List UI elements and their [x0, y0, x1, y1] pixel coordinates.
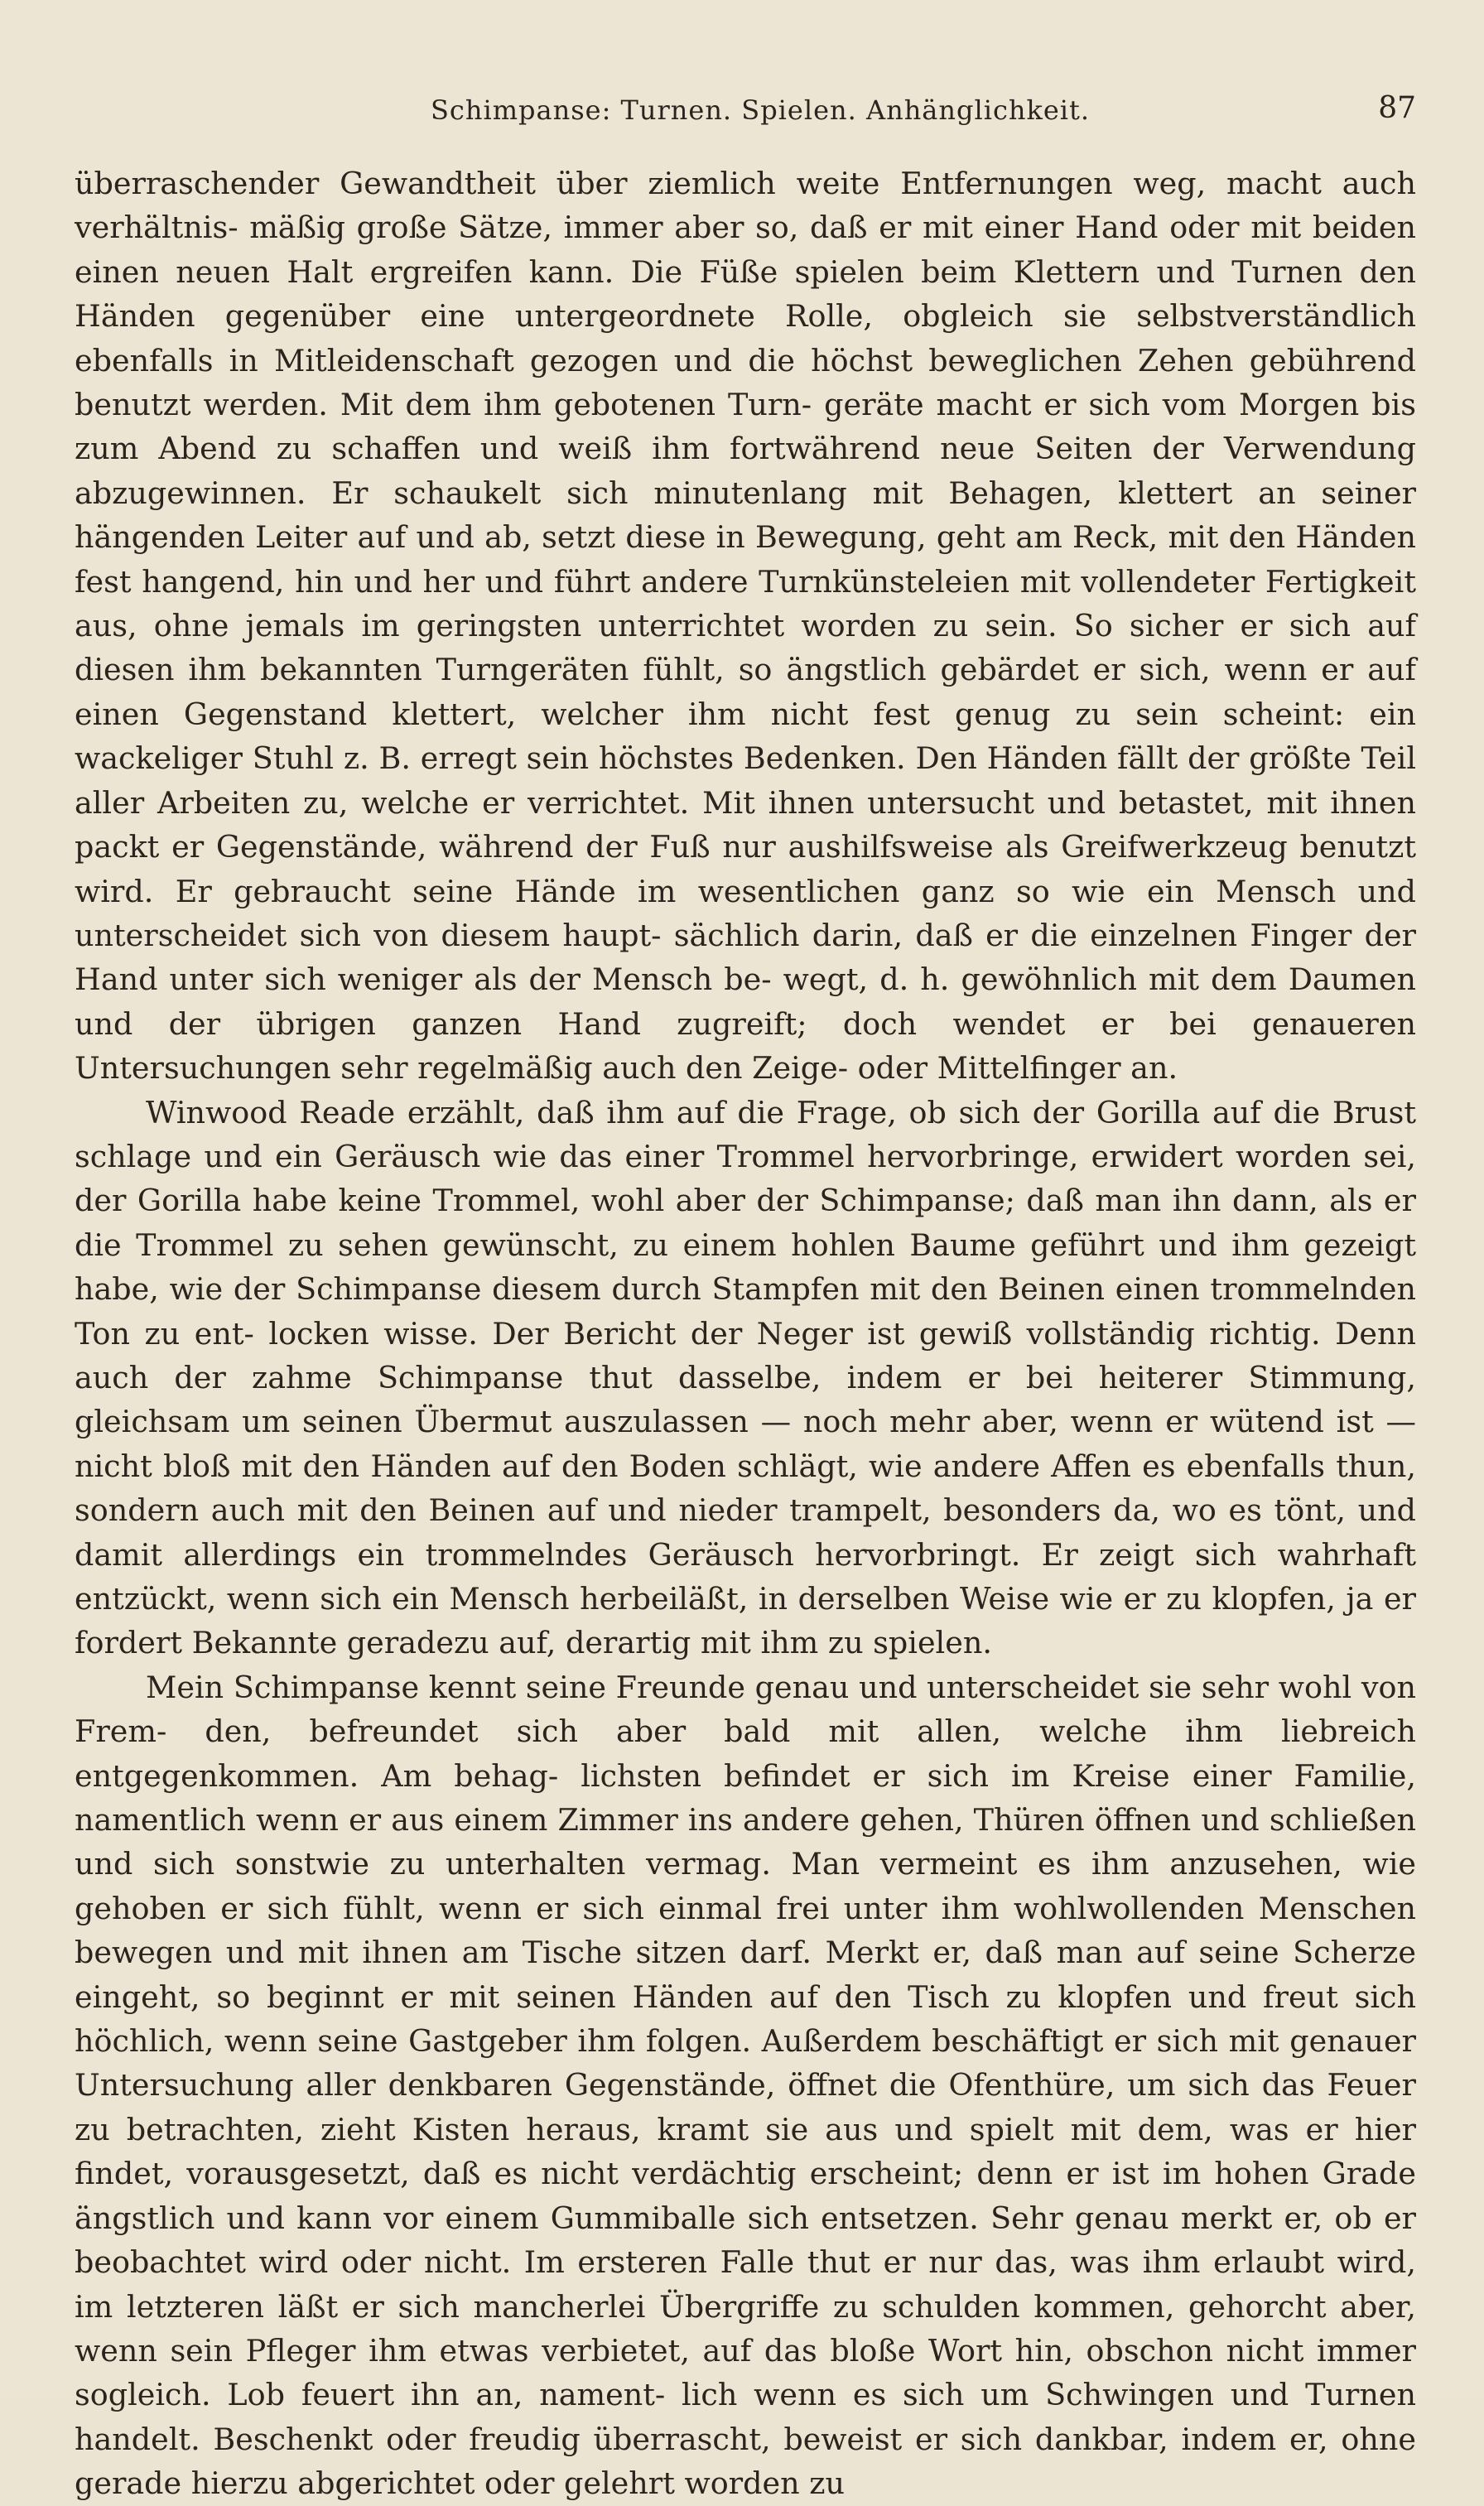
paragraph-1: überraschender Gewandtheit über ziemlich weite Entfernungen weg, macht auch verhältnis- mäßig große Sätze, immer aber so, daß er mit einer Hand oder mit beiden einen neuen Halt ergreifen kann. Die Füße spielen beim Klettern und Turnen den Händen gegenüber eine untergeordnete Rolle, obgleich sie selbstverständlich ebenfalls in Mitleidenschaft gezogen und die höchst beweglichen Zehen gebührend benutzt werden. Mit dem ihm gebotenen Turn- geräte macht er sich vom Morgen bis zum Abend zu schaffen und weiß ihm fortwährend neue Seiten der Verwendung abzugewinnen. Er schaukelt sich minutenlang mit Behagen, klettert an seiner hängenden Leiter auf und ab, setzt diese in Bewegung, geht am Reck, mit den Händen fest hangend, hin und her und führt andere Turnkünsteleien mit vollendeter Fertigkeit aus, ohne jemals im geringsten unterrichtet worden zu sein. So sicher er sich auf diesen ihm bekannten Turngeräten fühlt, so ängstlich gebärdet er sich, wenn er auf einen Gegenstand klettert, welcher ihm nicht fest genug zu sein scheint: ein wackeliger Stuhl z. B. erregt sein höchstes Bedenken. Den Händen fällt der größte Teil aller Arbeiten zu, welche er verrichtet. Mit ihnen untersucht und betastet, mit ihnen packt er Gegenstände, während der Fuß nur aushilfsweise als Greifwerkzeug benutzt wird. Er gebraucht seine Hände im wesentlichen ganz so wie ein Mensch und unterscheidet sich von diesem haupt- sächlich darin, daß er die einzelnen Finger der Hand unter sich weniger als der Mensch be- wegt, d. h. gewöhnlich mit dem Daumen und der übrigen ganzen Hand zugreift; doch wendet er bei genaueren Untersuchungen sehr regelmäßig auch den Zeige- oder Mittelfinger an. — [75, 166, 1416, 1087]
body-text — [75, 161, 1416, 2506]
paragraph-3: Mein Schimpanse kennt seine Freunde genau und unterscheidet sie sehr wohl von Frem- den, befreundet sich aber bald mit allen, welche ihm liebreich entgegenkommen. Am behag- lichsten befindet er sich im Kreise einer Familie, namentlich wenn er aus einem Zimmer ins andere gehen, Thüren öffnen und schließen und sich sonstwie zu unterhalten vermag. Man vermeint es ihm anzusehen, wie gehoben er sich fühlt, wenn er sich einmal frei unter ihm wohlwollenden Menschen bewegen und mit ihnen am Tische sitzen darf. Merkt er, daß man auf seine Scherze eingeht, so beginnt er mit seinen Händen auf den Tisch zu klopfen und freut sich höchlich, wenn seine Gastgeber ihm folgen. Außerdem beschäftigt er sich mit genauer Untersuchung aller denkbaren Gegenstände, öffnet die Ofenthüre, um sich das Feuer zu betrachten, zieht Kisten heraus, kramt sie aus und spielt mit dem, was er hier findet, vorausgesetzt, daß es nicht verdächtig erscheint; denn er ist im hohen Grade ängstlich und kann vor einem Gummiballe sich entsetzen. Sehr genau merkt er, ob er beobachtet wird oder nicht. Im ersteren Falle thut er nur das, was ihm erlaubt wird, im letzteren läßt er sich mancherlei Übergriffe zu schulden kommen, gehorcht aber, wenn sein Pfleger ihm etwas verbietet, auf das bloße Wort hin, obschon nicht immer sogleich. Lob feuert ihn an, nament- lich wenn es sich um Schwingen und Turnen handelt. Beschenkt oder freudig überrascht, beweist er sich dankbar, indem er, ohne gerade hierzu abgerichtet oder gelehrt worden zu — [75, 1669, 1416, 2502]
running-head — [75, 86, 1416, 136]
page-number: 87 — [1378, 91, 1416, 125]
running-title: Schimpanse: Turnen. Spielen. Anhänglichkeit. — [431, 94, 1091, 126]
paragraph-2: Winwood Reade erzählt, daß ihm auf die Frage, ob sich der Gorilla auf die Brust schlage und ein Geräusch wie das einer Trommel hervorbringe, erwidert worden sei, der Gorilla habe keine Trommel, wohl aber der Schimpanse; daß man ihn dann, als er die Trommel zu sehen gewünscht, zu einem hohlen Baume geführt und ihm gezeigt habe, wie der Schimpanse diesem durch Stampfen mit den Beinen einen trommelnden Ton zu ent- locken wisse. Der Bericht der Neger ist gewiß vollständig richtig. Denn auch der zahme Schimpanse thut dasselbe, indem er bei heiterer Stimmung, gleichsam um seinen Übermut auszulassen — noch mehr aber, wenn er wütend ist — nicht bloß mit den Händen auf den Boden schlägt, wie andere Affen es ebenfalls thun, sondern auch mit den Beinen auf und nieder trampelt, besonders da, wo es tönt, und damit allerdings ein trommelndes Geräusch hervorbringt. Er zeigt sich wahrhaft entzückt, wenn sich ein Mensch herbeiläßt, in derselben Weise wie er zu klopfen, ja er fordert Bekannte geradezu auf, derartig mit ihm zu spielen. — [75, 1094, 1416, 1661]
